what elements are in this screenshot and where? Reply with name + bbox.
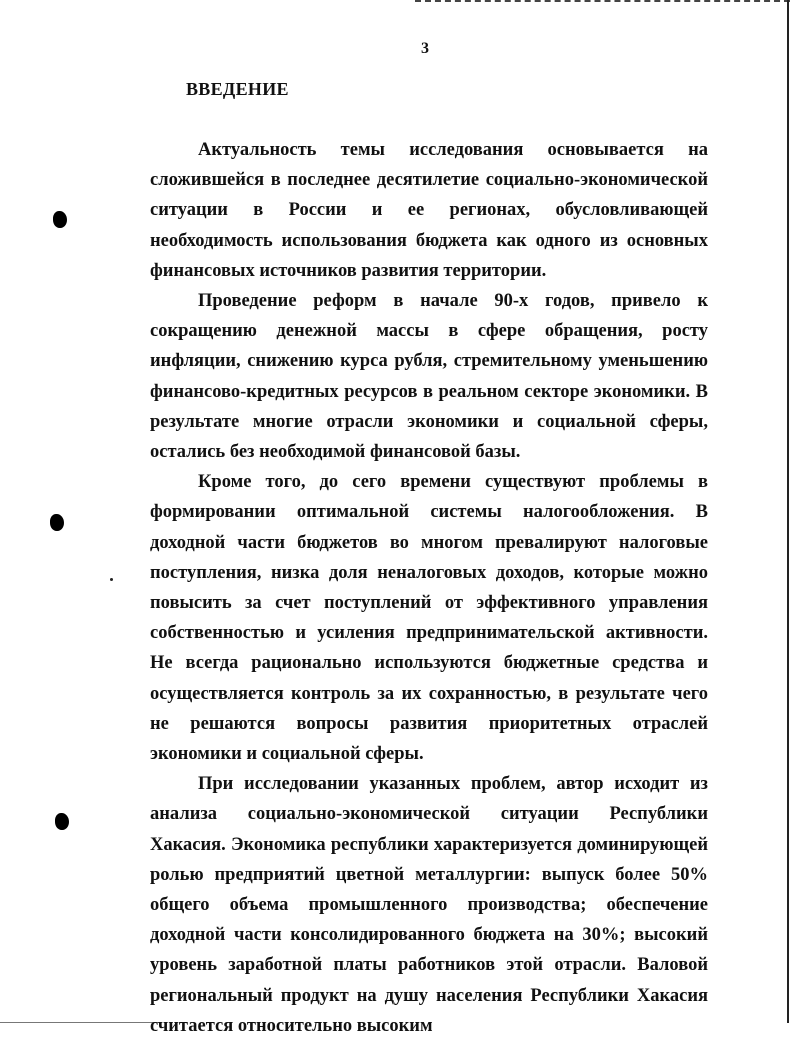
punch-hole-mark-icon: [53, 211, 67, 228]
punch-hole-mark-icon: [50, 514, 64, 531]
paragraph-text: Проведение реформ в начале 90-х годов, привело к сокращению денежной массы в сфере обращения, росту инфляции, снижению курса рубля, стремительному уменьшению финансово-кредитных ресурсов в реальном секторе экономики. В результате многие отрасли экономики и социальной сферы, остались без необходимой финансовой базы.: [150, 291, 708, 463]
body-text: [150, 135, 708, 1041]
paragraph-text: Кроме того, до сего времени существуют проблемы в формировании оптимальной системы налогообложения. В доходной части бюджетов во многом превалируют налоговые поступления, низка доля неналоговых доходов, которые можно повысить за счет поступлений от эффективного управления собственностью и усиления предпринимательской активности. Не всегда рационально используются бюджетные средства и осуществляется контроль за их сохранностью, в результате чего не решаются вопросы развития приоритетных отраслей экономики и социальной сферы.: [150, 472, 708, 765]
page-number: 3: [421, 40, 429, 57]
punch-hole-mark-icon: [55, 813, 69, 830]
paragraph: [150, 135, 708, 286]
paragraph-text: При исследовании указанных проблем, автор исходит из анализа социально-экономической ситуации Республики Хакасия. Экономика республики характеризуется доминирующей ролью предприятий цветной металлургии: выпуск более 50% общего объема промышленного производства; обеспечение доходной части консолидированного бюджета на 30%; высокий уровень заработной платы работников этой отрасли. Валовой региональный продукт на душу населения Республики Хакасия считается относительно высоким: [150, 774, 708, 1036]
paragraph-lead-word: Актуальность: [198, 140, 317, 160]
scan-artifact-right-edge: [787, 0, 789, 1023]
scan-artifact-top-dash: [415, 0, 790, 4]
paragraph-text: темы исследования основывается на сложившейся в последнее десятилетие социально-экономической ситуации в России и ее регионах, обусловливающей необходимость использования бюджета как одного из основных финансовых источников развития территории.: [150, 140, 708, 281]
paragraph: [150, 467, 708, 769]
paragraph: [150, 769, 708, 1041]
paragraph: [150, 286, 708, 467]
section-heading: ВВЕДЕНИЕ: [186, 79, 289, 99]
scan-speck: [110, 578, 113, 581]
